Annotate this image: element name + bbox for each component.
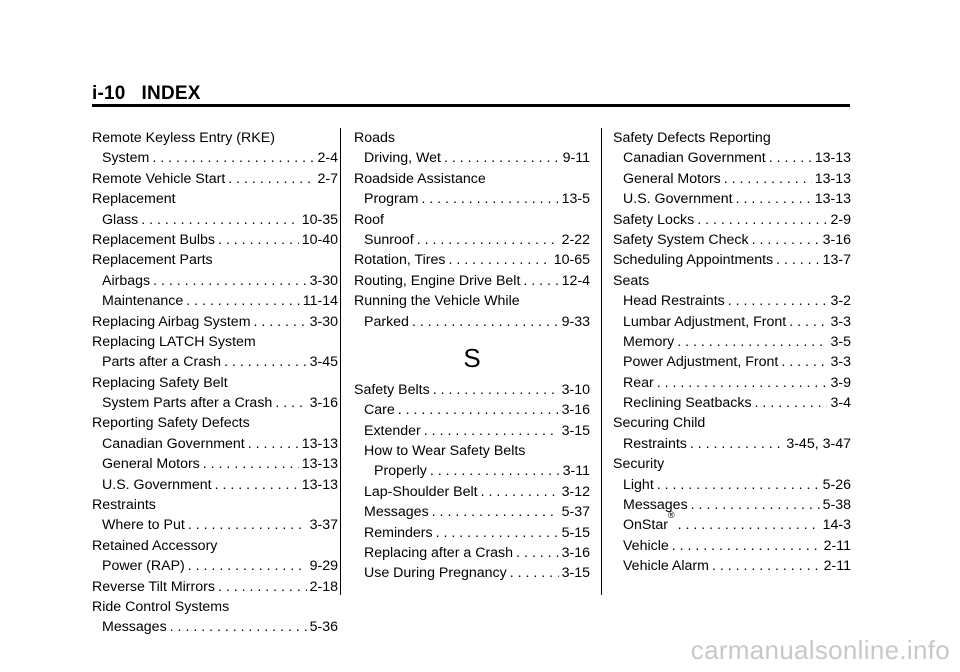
- dot-leader: [188, 556, 307, 576]
- entry-page-ref: 3-45: [309, 354, 338, 371]
- entry-term: Messages: [364, 504, 429, 521]
- entry-term: Replacing after a Crash: [364, 545, 514, 562]
- entry-page-ref: 3-45, 3-47: [786, 435, 851, 452]
- dot-leader: [523, 271, 558, 291]
- index-entry: [613, 230, 851, 250]
- entry-term: Where to Put: [102, 517, 185, 534]
- dot-leader: [781, 352, 827, 372]
- entry-term: Messages: [623, 497, 688, 514]
- index-entry: [354, 230, 590, 250]
- index-entry: [354, 400, 590, 420]
- entry-page-ref: 3-15: [561, 565, 590, 582]
- dot-leader: [254, 312, 307, 332]
- index-entry: [613, 291, 851, 311]
- index-entry: [354, 250, 590, 270]
- section-letter: S: [463, 342, 481, 373]
- entry-term: System: [102, 150, 150, 167]
- entry-page-ref: 3-10: [561, 381, 590, 398]
- dot-leader: [678, 515, 820, 535]
- index-entry: [92, 495, 338, 515]
- dot-leader: [188, 515, 307, 535]
- index-entry: [92, 597, 338, 617]
- dot-leader: [776, 250, 819, 270]
- index-entry: [613, 189, 851, 209]
- entry-term: Reclining Seatbacks: [623, 395, 752, 412]
- dot-leader: [141, 210, 298, 230]
- entry-page-ref: 3-16: [822, 231, 851, 248]
- entry-term: Seats: [613, 272, 650, 289]
- entry-page-ref: 5-37: [561, 504, 590, 521]
- entry-term: Safety Defects Reporting: [613, 130, 771, 146]
- entry-term: U.S. Government: [102, 476, 212, 493]
- entry-term: Replacement: [92, 191, 176, 208]
- index-entry: [613, 128, 851, 148]
- entry-term: Parts after a Crash: [102, 354, 222, 371]
- entry-term: Running the Vehicle While: [354, 293, 520, 310]
- entry-page-ref: 9-29: [309, 558, 338, 575]
- index-entry: [613, 510, 851, 535]
- entry-page-ref: 5-15: [561, 524, 590, 541]
- page-number: i-10: [92, 83, 126, 104]
- dot-leader: [433, 380, 559, 400]
- watermark: carmanualsonline.info: [690, 635, 950, 665]
- entry-term: Roads: [354, 130, 396, 146]
- entry-term: Safety System Check: [613, 231, 749, 248]
- entry-term: Sunroof: [364, 231, 414, 248]
- index-entry: [92, 148, 338, 168]
- entry-page-ref: 2-9: [830, 211, 851, 228]
- entry-page-ref: 2-4: [317, 150, 338, 167]
- dot-leader: [789, 312, 827, 332]
- entry-term: Remote Keyless Entry (RKE): [92, 130, 275, 146]
- entry-page-ref: 2-11: [823, 537, 851, 554]
- dot-leader: [444, 148, 560, 168]
- index-entry: [92, 312, 338, 332]
- index-entry: [613, 148, 851, 168]
- dot-leader: [436, 523, 559, 543]
- entry-page-ref: 13-13: [301, 456, 338, 473]
- index-entry: [354, 421, 590, 441]
- entry-page-ref: 13-13: [814, 150, 851, 167]
- index-entry: [92, 454, 338, 474]
- entry-term: Driving, Wet: [364, 150, 441, 167]
- dot-leader: [228, 169, 314, 189]
- entry-term: Power Adjustment, Front: [623, 354, 779, 371]
- entry-page-ref: 13-13: [301, 435, 338, 452]
- index-entry: [354, 502, 590, 522]
- dot-leader: [510, 563, 559, 583]
- index-entry: [92, 189, 338, 209]
- dot-leader: [186, 291, 300, 311]
- column-divider: [601, 128, 602, 595]
- index-entry: [613, 434, 851, 454]
- index-entry: [354, 148, 590, 168]
- entry-term: Lumbar Adjustment, Front: [623, 313, 787, 330]
- entry-term: Ride Control Systems: [92, 598, 230, 615]
- dot-leader: [728, 291, 828, 311]
- dot-leader: [417, 230, 559, 250]
- index-entry: [92, 515, 338, 535]
- entry-page-ref: 14-3: [822, 517, 851, 534]
- entry-page-ref: 2-22: [561, 231, 590, 248]
- index-entry: [354, 189, 590, 209]
- entry-term: General Motors: [623, 170, 721, 187]
- index-entry: [92, 128, 338, 148]
- dot-leader: [153, 271, 306, 291]
- page-header: [92, 83, 201, 105]
- entry-page-ref: 13-7: [822, 252, 851, 269]
- entry-term: Scheduling Appointments: [613, 252, 774, 269]
- index-entry: [613, 454, 851, 474]
- entry-term: Replacement Parts: [92, 252, 213, 269]
- index-entry: [613, 352, 851, 372]
- entry-term: Reverse Tilt Mirrors: [92, 578, 215, 595]
- entry-term: Routing, Engine Drive Belt: [354, 272, 521, 289]
- entry-term: Canadian Government: [102, 435, 245, 452]
- entry-term: Program: [364, 191, 419, 208]
- dot-leader: [412, 312, 559, 332]
- dot-leader: [516, 543, 559, 563]
- index-entry: [613, 332, 851, 352]
- dot-leader: [691, 495, 820, 515]
- index-entry: [92, 230, 338, 250]
- entry-term: Replacement Bulbs: [92, 231, 216, 248]
- entry-page-ref: 2-11: [823, 558, 851, 575]
- entry-page-ref: 5-36: [309, 619, 338, 636]
- entry-term: Parked: [364, 313, 409, 330]
- dot-leader: [421, 189, 558, 209]
- entry-page-ref: 2-18: [309, 578, 338, 595]
- dot-leader: [224, 352, 307, 372]
- entry-term: Restraints: [92, 497, 156, 514]
- index-entry: [92, 169, 338, 189]
- index-entry: [92, 393, 338, 413]
- index-entry: [613, 556, 851, 576]
- dot-leader: [724, 169, 812, 189]
- index-entry: [613, 475, 851, 495]
- entry-page-ref: 5-26: [822, 476, 851, 493]
- entry-term: Care: [364, 402, 395, 419]
- dot-leader: [657, 475, 820, 495]
- entry-term: Canadian Government: [623, 150, 766, 167]
- entry-term: OnStar: [623, 517, 668, 534]
- entry-term: Maintenance: [102, 293, 184, 310]
- entry-term: Safety Locks: [613, 211, 695, 228]
- entry-term: Glass: [102, 211, 139, 228]
- column-divider: [340, 128, 341, 595]
- index-entry: [354, 543, 590, 563]
- entry-term: How to Wear Safety Belts: [364, 443, 526, 460]
- index-column-3: [613, 128, 851, 577]
- entry-page-ref: 3-16: [561, 545, 590, 562]
- entry-page-ref: 13-13: [814, 170, 851, 187]
- entry-term: Lap-Shoulder Belt: [364, 483, 478, 500]
- dot-leader: [752, 230, 820, 250]
- entry-term: Safety Belts: [354, 381, 430, 398]
- entry-term: U.S. Government: [623, 191, 733, 208]
- dot-leader: [215, 475, 299, 495]
- index-entry: [613, 413, 851, 433]
- dot-leader: [218, 230, 299, 250]
- index-entry: [354, 291, 590, 311]
- index-entry: [92, 556, 338, 576]
- entry-page-ref: 2-7: [317, 170, 338, 187]
- dot-leader: [398, 400, 559, 420]
- index-entry: [354, 380, 590, 400]
- index-entry: [613, 169, 851, 189]
- dot-leader: [218, 577, 307, 597]
- index-entry: [92, 332, 338, 352]
- index-entry: [92, 475, 338, 495]
- entry-term: System Parts after a Crash: [102, 395, 273, 412]
- dot-leader: [697, 210, 827, 230]
- entry-page-ref: 9-33: [561, 313, 590, 330]
- index-entry: [354, 461, 590, 481]
- dot-leader: [170, 617, 307, 637]
- dot-leader: [769, 148, 812, 168]
- entry-term: Messages: [102, 619, 167, 636]
- entry-term: Replacing Safety Belt: [92, 374, 228, 391]
- index-entry: [92, 434, 338, 454]
- entry-page-ref: 3-9: [830, 374, 851, 391]
- dot-leader: [424, 421, 559, 441]
- index-entry: [92, 352, 338, 372]
- entry-term: Airbags: [102, 272, 151, 289]
- dot-leader: [712, 556, 821, 576]
- entry-page-ref: 3-5: [830, 333, 851, 350]
- index-entry: [613, 373, 851, 393]
- dot-leader: [677, 332, 827, 352]
- entry-page-ref: 3-30: [309, 272, 338, 289]
- dot-leader: [481, 482, 559, 502]
- entry-term: Extender: [364, 422, 421, 439]
- entry-term: Security: [613, 456, 665, 473]
- registered-mark: ®: [667, 510, 675, 521]
- entry-page-ref: 3-12: [561, 483, 590, 500]
- entry-page-ref: 3-16: [561, 402, 590, 419]
- index-column-2: [354, 128, 590, 584]
- entry-term: Rear: [623, 374, 654, 391]
- entry-page-ref: 10-40: [301, 231, 338, 248]
- entry-page-ref: 9-11: [562, 150, 590, 167]
- dot-leader: [657, 373, 828, 393]
- dot-leader: [432, 502, 559, 522]
- dot-leader: [430, 461, 560, 481]
- entry-page-ref: 3-15: [561, 422, 590, 439]
- entry-term: Properly: [374, 463, 427, 480]
- entry-page-ref: 3-16: [309, 395, 338, 412]
- index-entry: [92, 413, 338, 433]
- entry-term: Rotation, Tires: [354, 252, 446, 269]
- index-entry: [92, 271, 338, 291]
- index-entry: [92, 373, 338, 393]
- index-entry: [92, 210, 338, 230]
- entry-page-ref: 11-14: [302, 293, 338, 310]
- index-entry: [92, 577, 338, 597]
- entry-page-ref: 3-37: [309, 517, 338, 534]
- index-entry: [354, 271, 590, 291]
- entry-page-ref: 13-5: [561, 191, 590, 208]
- entry-term: Vehicle Alarm: [623, 558, 709, 575]
- dot-leader: [275, 393, 306, 413]
- index-entry: [354, 482, 590, 502]
- entry-page-ref: 3-3: [830, 313, 851, 330]
- dot-leader: [736, 189, 812, 209]
- index-entry: [613, 250, 851, 270]
- index-entry: [613, 536, 851, 556]
- entry-term: Reporting Safety Defects: [92, 415, 250, 432]
- dot-leader: [203, 454, 299, 474]
- dot-leader: [248, 434, 299, 454]
- dot-leader: [448, 250, 550, 270]
- entry-page-ref: 3-11: [562, 463, 590, 480]
- index-entry: [354, 563, 590, 583]
- index-entry: [613, 495, 851, 515]
- entry-term: Reminders: [364, 524, 433, 541]
- index-entry: [354, 128, 590, 148]
- entry-term: Roadside Assistance: [354, 170, 486, 187]
- entry-term: Remote Vehicle Start: [92, 170, 226, 187]
- entry-term: Vehicle: [623, 537, 669, 554]
- entry-term: Light: [623, 476, 654, 493]
- index-entry: [92, 291, 338, 311]
- entry-term: General Motors: [102, 456, 200, 473]
- index-entry: [613, 210, 851, 230]
- entry-page-ref: 3-2: [830, 293, 851, 310]
- entry-term: Memory: [623, 333, 675, 350]
- page-title: INDEX: [141, 83, 201, 104]
- dot-leader: [152, 148, 314, 168]
- index-entry: [354, 210, 590, 230]
- entry-term: Retained Accessory: [92, 537, 218, 554]
- entry-page-ref: 10-65: [553, 252, 590, 269]
- index-entry: [354, 523, 590, 543]
- entry-page-ref: 3-4: [830, 395, 851, 412]
- dot-leader: [672, 536, 821, 556]
- index-entry: [613, 312, 851, 332]
- entry-term: Securing Child: [613, 415, 706, 432]
- entry-page-ref: 12-4: [561, 272, 590, 289]
- entry-page-ref: 10-35: [301, 211, 338, 228]
- entry-term: Restraints: [623, 435, 687, 452]
- entry-term: Use During Pregnancy: [364, 565, 507, 582]
- entry-term: Power (RAP): [102, 558, 185, 575]
- dot-leader: [690, 434, 783, 454]
- index-entry: [92, 536, 338, 556]
- entry-term: Roof: [354, 211, 384, 228]
- entry-page-ref: 3-3: [830, 354, 851, 371]
- entry-term: Replacing Airbag System: [92, 313, 251, 330]
- index-column-1: [92, 128, 338, 638]
- index-entry: [354, 441, 590, 461]
- index-entry: [354, 312, 590, 332]
- index-entry: [92, 250, 338, 270]
- entry-page-ref: 13-13: [814, 191, 851, 208]
- index-entry: [613, 271, 851, 291]
- header-rule: [92, 104, 850, 107]
- entry-term: Head Restraints: [623, 293, 725, 310]
- entry-page-ref: 13-13: [301, 476, 338, 493]
- entry-term: Replacing LATCH System: [92, 333, 256, 350]
- entry-page-ref: 3-30: [309, 313, 338, 330]
- index-entry: [613, 393, 851, 413]
- index-entry: [354, 169, 590, 189]
- index-entry: [92, 617, 338, 637]
- dot-leader: [755, 393, 828, 413]
- entry-page-ref: 5-38: [822, 497, 851, 514]
